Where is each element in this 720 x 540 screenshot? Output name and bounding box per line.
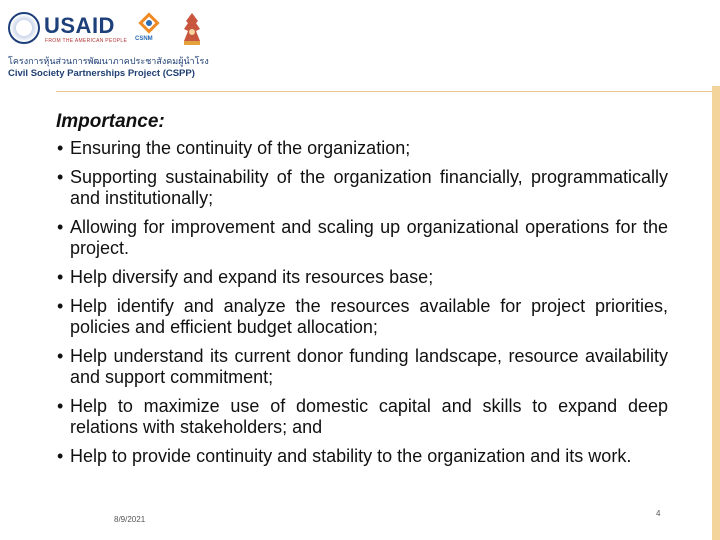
- usaid-tagline: FROM THE AMERICAN PEOPLE: [45, 38, 128, 44]
- bullet-item: [56, 296, 668, 338]
- bullet-item: [56, 346, 668, 388]
- bullet-item: [56, 267, 668, 288]
- bullet-text: Help understand its current donor funding landscape, resource availability and support commitment;: [70, 346, 668, 387]
- usaid-logo: [8, 12, 128, 46]
- bullet-text: Help diversify and expand its resources base;: [70, 267, 434, 287]
- bullet-icon: •: [57, 217, 64, 237]
- bullet-icon: •: [57, 346, 64, 366]
- university-crest-icon: [178, 11, 206, 47]
- bullet-icon: •: [57, 296, 64, 316]
- footer-date: 8/9/2021: [114, 515, 146, 524]
- usaid-wordmark: USAID: [44, 13, 115, 38]
- bullet-icon: •: [57, 267, 64, 287]
- slide-heading: Importance:: [56, 111, 165, 132]
- bullet-item: [56, 167, 668, 209]
- bullet-text: Ensuring the continuity of the organization;: [70, 138, 411, 158]
- csnm-mark-icon: [138, 12, 160, 34]
- csnm-label: CSNM: [135, 36, 153, 42]
- bullet-item: [56, 138, 668, 159]
- page-number: 4: [656, 509, 661, 518]
- bullet-list: [56, 138, 668, 467]
- bullet-text: Allowing for improvement and scaling up organizational operations for the project.: [70, 217, 668, 258]
- bullet-text: Help identify and analyze the resources available for project priorities, policies and efficient budget allocation;: [70, 296, 668, 337]
- bullet-item: [56, 396, 668, 438]
- bullet-text: Help to provide continuity and stability to the organization and its work.: [70, 446, 632, 466]
- bullet-icon: •: [57, 396, 64, 416]
- bullet-item: [56, 217, 668, 259]
- bullet-icon: •: [57, 446, 64, 466]
- org-name-english: Civil Society Partnerships Project (CSPP): [8, 68, 195, 79]
- bullet-item: [56, 446, 668, 467]
- usaid-seal-icon: [8, 12, 40, 44]
- bullet-icon: •: [57, 138, 64, 158]
- csnm-logo: [132, 12, 166, 48]
- slide-content: [56, 110, 668, 475]
- bullet-text: Help to maximize use of domestic capital and skills to expand deep relations with stakeholders; and: [70, 396, 668, 437]
- bullet-text: Supporting sustainability of the organization financially, programmatically and institutionally;: [70, 167, 668, 208]
- accent-sidebar: [712, 86, 720, 540]
- org-name-thai: โครงการหุ้นส่วนการพัฒนาภาคประชาสังคมผู้นำโรง: [8, 56, 209, 66]
- bullet-icon: •: [57, 167, 64, 187]
- header-divider: [56, 91, 720, 92]
- slide-header: [0, 0, 720, 92]
